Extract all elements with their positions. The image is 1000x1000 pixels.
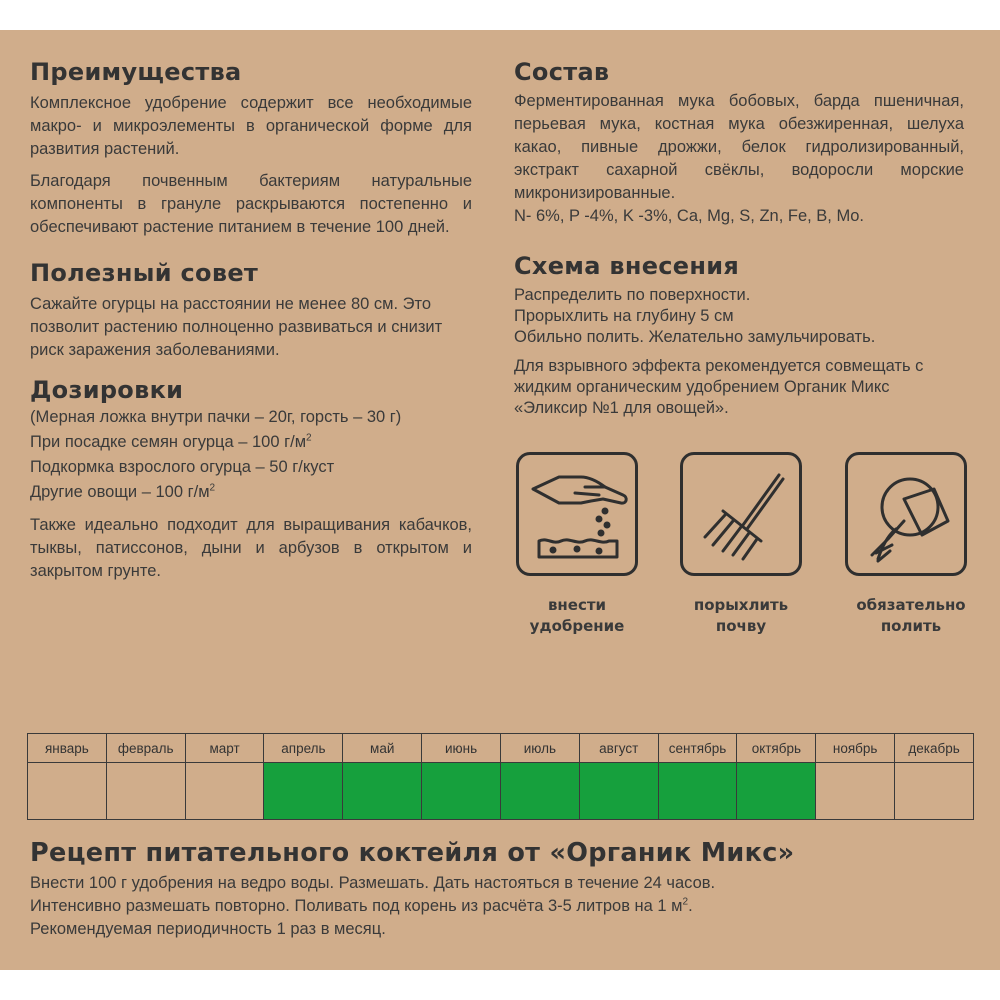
step-label-loosen: порыхлить почву — [693, 596, 789, 635]
advantages-section — [30, 58, 472, 239]
month-label: апрель — [264, 734, 343, 763]
dosage-other: Другие овощи – 100 $г/м^2$ — [30, 482, 216, 501]
application-line-3: Обильно полить. Желательно замульчировать. — [514, 328, 876, 346]
recipe-line-2: Интенсивно размешать повторно. Поливать под корень из расчёта 3-5 литров на 1 $м^2$. — [30, 896, 693, 915]
rake-icon — [680, 452, 802, 576]
advantages-text-2: Благодаря почвенным бактериям натуральные компоненты в грануле раскрываются постепенно и обеспечивают растение питанием в течение 100 дней. — [30, 172, 472, 236]
month-label: февраль — [106, 734, 185, 763]
month-cell — [816, 763, 895, 820]
recipe-line-1: Внести 100 г удобрения на ведро воды. Размешать. Дать настояться в течение 24 часов. — [30, 874, 716, 892]
advantages-text-1: Комплексное удобрение содержит все необходимые макро- и микроэлементы в органической форме для развития растений. — [30, 94, 472, 158]
month-label: ноябрь — [816, 734, 895, 763]
dosage-adult: Подкормка взрослого огурца – 50 г/куст — [30, 458, 335, 476]
dosage-title: Дозировки — [30, 376, 184, 404]
tip-section — [30, 259, 472, 362]
composition-title: Состав — [514, 58, 610, 86]
month-cell-active — [264, 763, 343, 820]
month-cell — [895, 763, 974, 820]
recipe-title: Рецепт питательного коктейля от «Органик Микс» — [30, 838, 795, 868]
step-label-fertilize: внести удобрение — [529, 596, 625, 635]
product-info-panel — [0, 30, 1000, 970]
month-cell-active — [658, 763, 737, 820]
composition-npk: N- 6%, P -4%, K -3%, Ca, Mg, S, Zn, Fe, B, Mo. — [514, 207, 864, 225]
tip-text: Сажайте огурцы на расстоянии не менее 80 см. Это позволит растению полноценно развиваться и снизит риск заражения заболеваниями. — [30, 295, 443, 359]
month-cell-active — [579, 763, 658, 820]
month-label: январь — [28, 734, 107, 763]
application-title: Схема внесения — [514, 252, 740, 280]
month-label: октябрь — [737, 734, 816, 763]
dosage-seeds: При посадке семян огурца – 100 $г/м^2$ — [30, 432, 312, 451]
month-cell — [106, 763, 185, 820]
application-line-2: Прорыхлить на глубину 5 см — [514, 307, 734, 325]
composition-text: Ферментированная мука бобовых, барда пшеничная, перьевая мука, костная мука обезжиренная, шелуха какао, пивные дрожжи, белок гидролизированный, экстракт сахарной свёклы, водоросли морские микронизированные. — [514, 92, 964, 202]
advantages-title: Преимущества — [30, 58, 242, 86]
dosage-also: Также идеально подходит для выращивания кабачков, тыквы, патиссонов, дыни и арбузов в открытом и закрытом грунте. — [30, 516, 472, 580]
tip-title: Полезный совет — [30, 259, 259, 287]
recipe-text — [30, 872, 980, 941]
month-label: декабрь — [895, 734, 974, 763]
month-label: август — [579, 734, 658, 763]
month-label: июнь — [422, 734, 501, 763]
dosage-spoon: (Мерная ложка внутри пачки – 20г, горсть – 30 г) — [30, 408, 402, 426]
fertilizer-hand-icon — [516, 452, 638, 576]
month-cell-active — [422, 763, 501, 820]
month-label: март — [185, 734, 264, 763]
month-label: июль — [500, 734, 579, 763]
composition-section — [514, 58, 964, 228]
month-cell-active — [737, 763, 816, 820]
recipe-line-3: Рекомендуемая периодичность 1 раз в месяц. — [30, 920, 386, 938]
month-label: сентябрь — [658, 734, 737, 763]
application-effect: Для взрывного эффекта рекомендуется совмещать с жидким органическим удобрением Органик Микс «Эликсир №1 для овощей». — [514, 357, 924, 417]
month-cell — [28, 763, 107, 820]
application-line-1: Распределить по поверхности. — [514, 286, 751, 304]
watering-can-icon — [845, 452, 967, 576]
application-section — [514, 252, 964, 419]
application-calendar — [27, 733, 974, 820]
month-cell — [185, 763, 264, 820]
step-label-water: обязательно полить — [856, 596, 966, 635]
month-cell-active — [343, 763, 422, 820]
month-cell-active — [500, 763, 579, 820]
month-label: май — [343, 734, 422, 763]
dosage-section — [30, 376, 472, 583]
